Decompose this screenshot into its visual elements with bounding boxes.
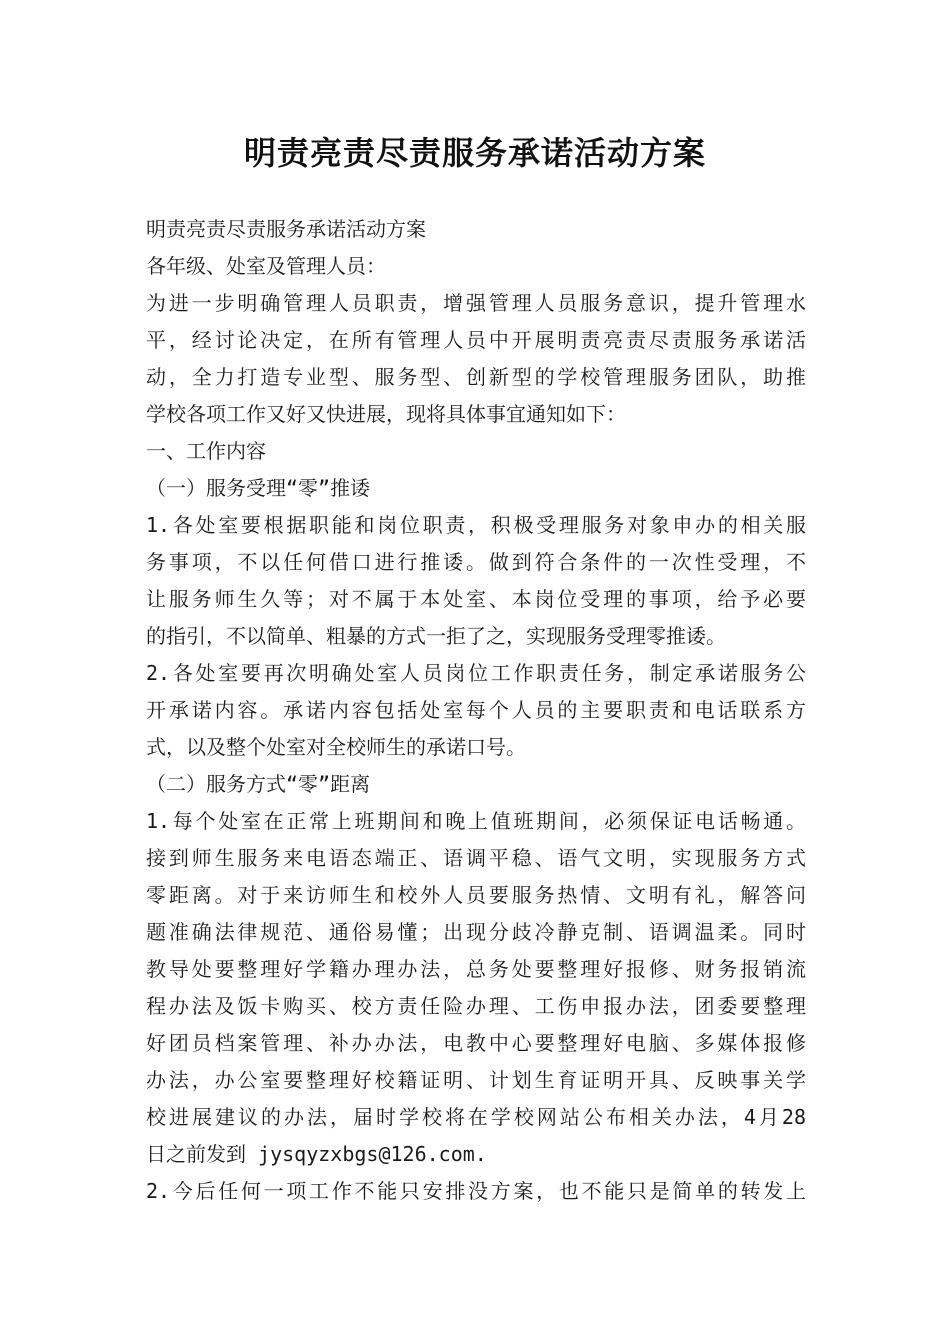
body-line: 2.各处室要再次明确处室人员岗位工作职责任务，制定承诺服务公 [146, 661, 806, 685]
body-line: 教导处要整理好学籍办理办法，总务处要整理好报修、财务报销流 [146, 957, 806, 981]
body-line: 1.每个处室在正常上班期间和晚上值班期间，必须保证电话畅通。 [146, 809, 806, 833]
body-line: 2.今后任何一项工作不能只安排没方案，也不能只是简单的转发上 [146, 1179, 806, 1203]
body-line: 式，以及整个处室对全校师生的承诺口号。 [146, 735, 526, 759]
body-line: 一、工作内容 [146, 439, 266, 463]
body-line: 程办法及饭卡购买、校方责任险办理、工伤申报办法，团委要整理 [146, 994, 806, 1018]
body-line: 让服务师生久等；对不属于本处室、本岗位受理的事项，给予必要 [146, 587, 806, 611]
body-line: 明责亮责尽责服务承诺活动方案 [146, 217, 426, 241]
document-title: 明责亮责尽责服务承诺活动方案 [243, 134, 706, 172]
body-line: 的指引，不以简单、粗暴的方式一拒了之，实现服务受理零推诿。 [146, 624, 726, 648]
body-line: 各年级、处室及管理人员： [146, 254, 386, 278]
body-line: 接到师生服务来电语态端正、语调平稳、语气文明，实现服务方式 [146, 846, 806, 870]
body-line: 为进一步明确管理人员职责，增强管理人员服务意识，提升管理水 [146, 291, 806, 315]
body-line: 零距离。对于来访师生和校外人员要服务热情、文明有礼，解答问 [146, 883, 806, 907]
body-line: 动，全力打造专业型、服务型、创新型的学校管理服务团队，助推 [146, 365, 806, 389]
document-body [146, 211, 806, 1210]
body-line: （一）服务受理“零”推诿 [146, 476, 371, 500]
body-line: 日之前发到 jysqyzxbgs@126.com. [146, 1142, 487, 1166]
body-line: （二）服务方式“零”距离 [146, 772, 371, 796]
body-line: 校进展建议的办法，届时学校将在学校网站公布相关办法，4月28 [146, 1105, 806, 1129]
body-line: 办法，办公室要整理好校籍证明、计划生育证明开具、反映事关学 [146, 1068, 806, 1092]
body-line: 题准确法律规范、通俗易懂；出现分歧冷静克制、语调温柔。同时 [146, 920, 806, 944]
body-line: 开承诺内容。承诺内容包括处室每个人员的主要职责和电话联系方 [146, 698, 806, 722]
body-line: 务事项，不以任何借口进行推诿。做到符合条件的一次性受理，不 [146, 550, 806, 574]
body-line: 1.各处室要根据职能和岗位职责，积极受理服务对象申办的相关服 [146, 513, 806, 537]
body-line: 学校各项工作又好又快进展，现将具体事宜通知如下： [146, 402, 626, 426]
body-line: 平，经讨论决定，在所有管理人员中开展明责亮责尽责服务承诺活 [146, 328, 806, 352]
body-line: 好团员档案管理、补办办法，电教中心要整理好电脑、多媒体报修 [146, 1031, 806, 1055]
